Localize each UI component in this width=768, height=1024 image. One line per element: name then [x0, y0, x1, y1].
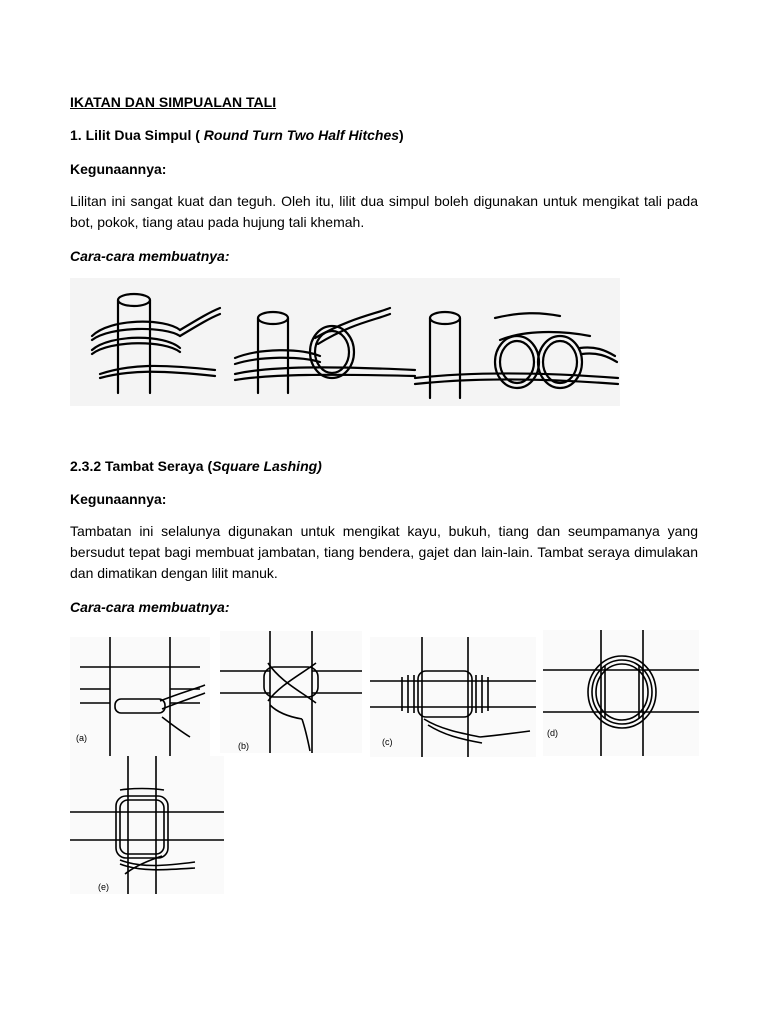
section2-uses-label: Kegunaannya:	[70, 491, 167, 507]
square-lashing-step-c	[370, 637, 536, 757]
square-lashing-step-e	[70, 756, 224, 894]
square-lashing-step-a	[70, 637, 210, 757]
section2-heading-prefix: 2.3.2 Tambat Seraya (	[70, 458, 213, 474]
section1-heading-suffix: )	[399, 127, 404, 143]
step-b-drawing	[220, 631, 362, 753]
figure-label-b: (b)	[238, 741, 249, 751]
section2-heading	[70, 456, 322, 477]
square-lashing-step-b	[220, 631, 362, 753]
figure-label-c: (c)	[382, 737, 393, 747]
square-lashing-step-d	[543, 630, 699, 756]
hitches-drawing	[70, 278, 620, 406]
round-turn-hitches-illustration	[70, 278, 620, 406]
section1-heading-english: Round Turn Two Half Hitches	[203, 127, 400, 143]
section2-method-label-text: Cara-cara membuatnya:	[70, 599, 230, 615]
figure-label-d: (d)	[547, 728, 558, 738]
document-title: IKATAN DAN SIMPUALAN TALI	[70, 94, 277, 110]
section1-heading-prefix: 1. Lilit Dua Simpul (	[70, 127, 204, 143]
figure-label-a: (a)	[76, 733, 87, 743]
section1-heading	[70, 125, 404, 146]
section1-uses-text: Lilitan ini sangat kuat dan teguh. Oleh itu, lilit dua simpul boleh digunakan untuk mengikat tali pada bot, pokok, tiang atau pada hujung tali khemah.	[70, 193, 698, 230]
step-d-drawing	[543, 630, 699, 756]
section2-uses-text: Tambatan ini selalunya digunakan untuk mengikat kayu, bukuh, tiang dan seumpamanya yang bersudut tepat bagi membuat jambatan, tiang bendera, gajet dan lain-lain. Tambat seraya dimulakan dan dimatikan dengan lilit manuk.	[70, 523, 698, 581]
section2-method-label	[70, 597, 230, 618]
step-e-drawing	[70, 756, 224, 894]
step-c-drawing	[370, 637, 536, 757]
section2-heading-english: Square Lashing)	[212, 458, 322, 474]
section1-method-label-text: Cara-cara membuatnya:	[70, 248, 230, 264]
section1-uses-label: Kegunaannya:	[70, 161, 167, 177]
section1-method-label	[70, 246, 230, 267]
figure-label-e: (e)	[98, 882, 109, 892]
step-a-drawing	[70, 637, 210, 757]
